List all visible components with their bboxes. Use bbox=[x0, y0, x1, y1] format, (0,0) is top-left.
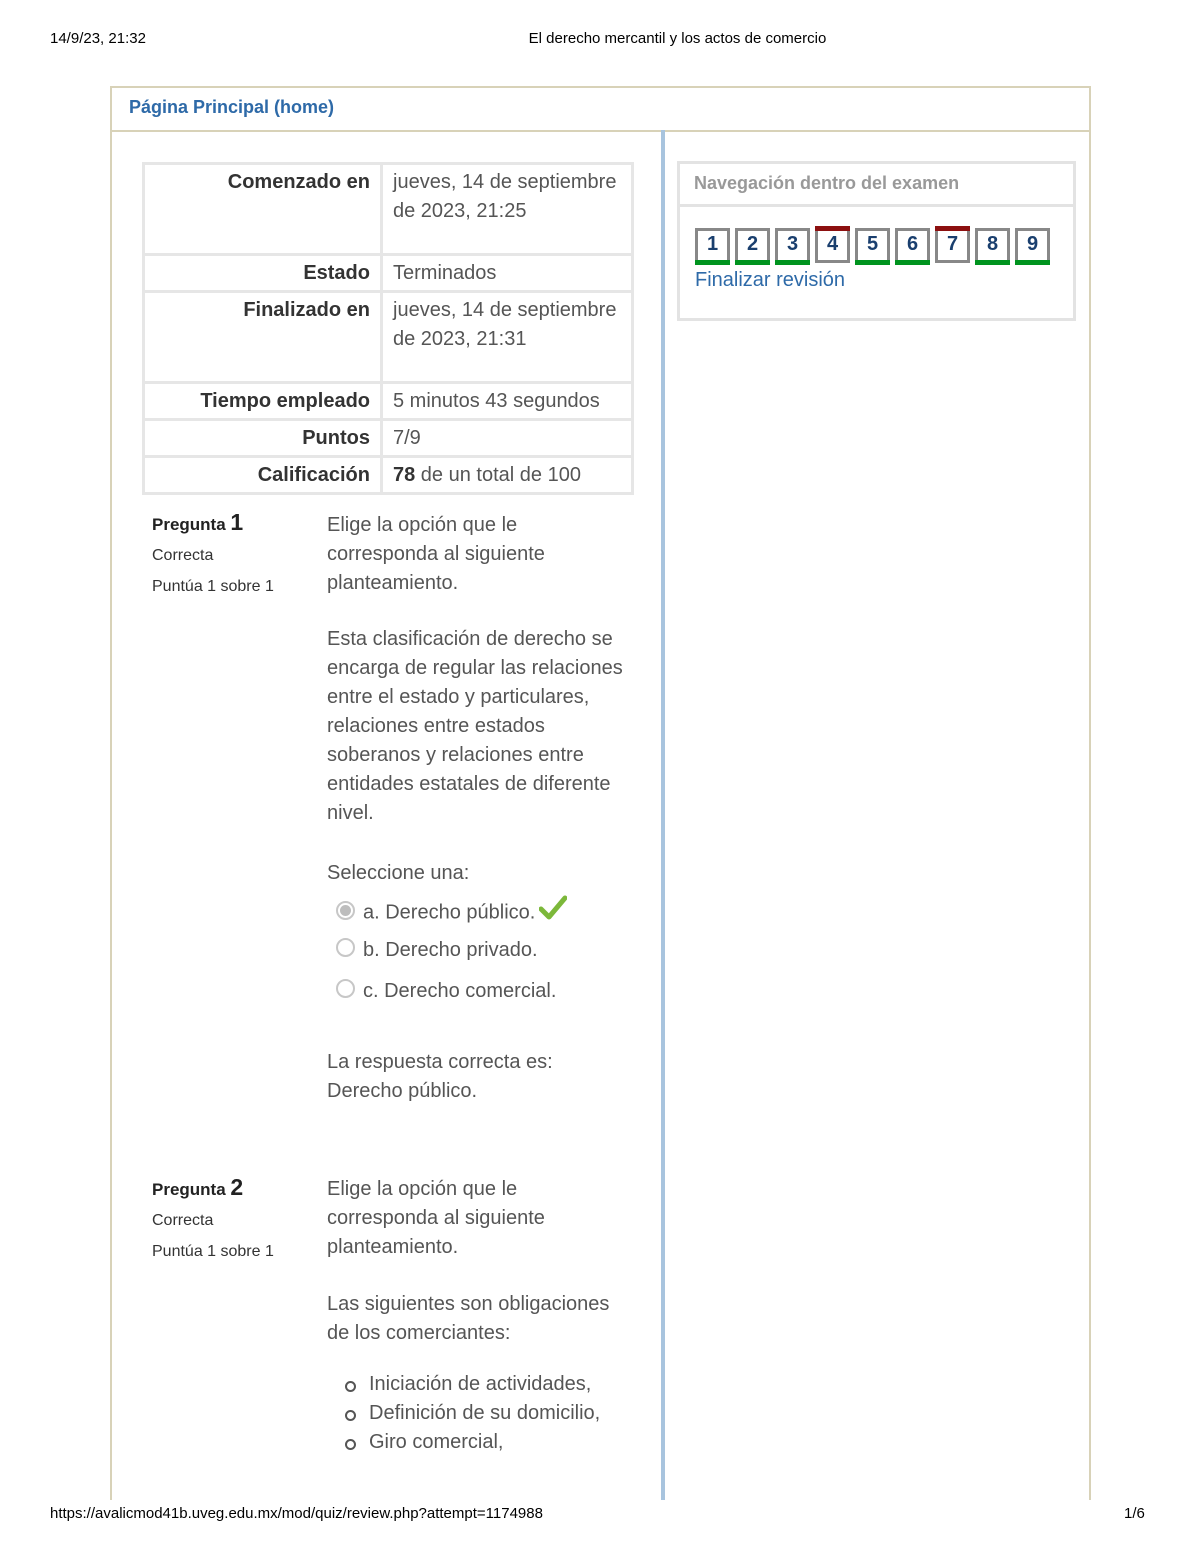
question-1-prompt bbox=[327, 859, 632, 888]
quiz-navigation-title: Navegación dentro del examen bbox=[680, 164, 1073, 207]
summary-label: Calificación bbox=[144, 457, 382, 494]
finish-review-link[interactable]: Finalizar revisión bbox=[695, 269, 846, 291]
attempt-summary-table bbox=[142, 162, 634, 495]
option-label: b. Derecho privado. bbox=[363, 939, 538, 961]
quiz-navigation-block bbox=[677, 161, 1076, 321]
question-1-feedback bbox=[327, 1048, 587, 1106]
summary-row-points bbox=[144, 420, 633, 457]
quiz-nav-button-2[interactable]: 2 bbox=[735, 228, 770, 263]
question-state: Correcta bbox=[152, 547, 214, 564]
summary-label: Puntos bbox=[144, 420, 382, 457]
quiz-nav-button-5[interactable]: 5 bbox=[855, 228, 890, 263]
question-number-value: 1 bbox=[230, 509, 244, 535]
print-footer bbox=[0, 1505, 1200, 1525]
summary-value bbox=[382, 457, 633, 494]
quiz-nav-button-3[interactable]: 3 bbox=[775, 228, 810, 263]
summary-label: Tiempo empleado bbox=[144, 383, 382, 420]
page-number: 1/6 bbox=[1124, 1505, 1145, 1522]
list-item: Definición de su domicilio, bbox=[345, 1399, 625, 1428]
answer-option-b[interactable] bbox=[336, 938, 538, 962]
summary-value: Terminados bbox=[382, 255, 633, 292]
question-label: Pregunta bbox=[152, 515, 226, 534]
summary-value: jueves, 14 de septiembre de 2023, 21:31 bbox=[382, 292, 633, 383]
print-date: 14/9/23, 21:32 bbox=[50, 30, 146, 47]
question-intro: Elige la opción que le corresponda al siguiente planteamiento. bbox=[327, 514, 545, 594]
summary-row-time bbox=[144, 383, 633, 420]
summary-value: 5 minutos 43 segundos bbox=[382, 383, 633, 420]
quiz-nav-button-1[interactable]: 1 bbox=[695, 228, 730, 263]
print-header bbox=[0, 30, 1200, 50]
answer-option-c[interactable] bbox=[336, 979, 556, 1003]
print-url: https://avalicmod41b.uveg.edu.mx/mod/quiz/review.php?attempt=1174988 bbox=[50, 1505, 543, 1522]
question-number bbox=[152, 509, 312, 536]
summary-label: Finalizado en bbox=[144, 292, 382, 383]
obligations-list bbox=[345, 1370, 625, 1457]
question-2-text bbox=[327, 1290, 632, 1348]
quiz-nav-button-6[interactable]: 6 bbox=[895, 228, 930, 263]
question-1-intro bbox=[327, 511, 632, 598]
question-intro: Elige la opción que le corresponda al siguiente planteamiento. bbox=[327, 1178, 545, 1258]
radio-icon[interactable] bbox=[336, 938, 355, 957]
quiz-nav-button-4[interactable]: 4 bbox=[815, 228, 850, 263]
question-1-text bbox=[327, 625, 632, 828]
list-item: Iniciación de actividades, bbox=[345, 1370, 625, 1399]
answer-option-a[interactable] bbox=[336, 897, 567, 924]
question-state: Correcta bbox=[152, 1212, 214, 1229]
breadcrumb bbox=[110, 86, 1091, 132]
summary-label: Comenzado en bbox=[144, 164, 382, 255]
summary-row-state bbox=[144, 255, 633, 292]
column-divider bbox=[661, 130, 665, 1500]
question-text: Las siguientes son obligaciones de los comerciantes: bbox=[327, 1293, 610, 1344]
option-label: c. Derecho comercial. bbox=[363, 980, 557, 1002]
question-grade: Puntúa 1 sobre 1 bbox=[152, 1243, 274, 1260]
grade-number: 78 bbox=[393, 464, 416, 486]
summary-value: 7/9 bbox=[382, 420, 633, 457]
question-number-value: 2 bbox=[230, 1174, 244, 1200]
question-text: Esta clasificación de derecho se encarga de regular las relaciones entre el estado y particulares, relaciones entre estados soberanos y relaciones entre entidades estatales de diferente nivel. bbox=[327, 628, 623, 824]
summary-row-grade bbox=[144, 457, 633, 494]
radio-selected-icon[interactable] bbox=[336, 901, 355, 920]
question-label: Pregunta bbox=[152, 1180, 226, 1199]
radio-icon[interactable] bbox=[336, 979, 355, 998]
summary-row-finished bbox=[144, 292, 633, 383]
print-title: El derecho mercantil y los actos de comercio bbox=[528, 30, 827, 47]
quiz-nav-button-7[interactable]: 7 bbox=[935, 228, 970, 263]
question-2-info bbox=[152, 1174, 312, 1261]
question-grade: Puntúa 1 sobre 1 bbox=[152, 578, 274, 595]
grade-suffix: de un total de 100 bbox=[415, 464, 581, 486]
question-2-intro bbox=[327, 1175, 632, 1262]
list-item: Giro comercial, bbox=[345, 1428, 625, 1457]
home-link[interactable]: Página Principal (home) bbox=[129, 97, 335, 117]
summary-value: jueves, 14 de septiembre de 2023, 21:25 bbox=[382, 164, 633, 255]
question-prompt: Seleccione una: bbox=[327, 862, 470, 884]
option-label: a. Derecho público. bbox=[363, 901, 536, 924]
right-answer: La respuesta correcta es: Derecho público. bbox=[327, 1051, 553, 1102]
question-number bbox=[152, 1174, 312, 1201]
question-1-info bbox=[152, 509, 312, 596]
summary-row-started bbox=[144, 164, 633, 255]
quiz-nav-button-8[interactable]: 8 bbox=[975, 228, 1010, 263]
summary-label: Estado bbox=[144, 255, 382, 292]
checkmark-icon bbox=[539, 895, 567, 927]
quiz-nav-button-9[interactable]: 9 bbox=[1015, 228, 1050, 263]
